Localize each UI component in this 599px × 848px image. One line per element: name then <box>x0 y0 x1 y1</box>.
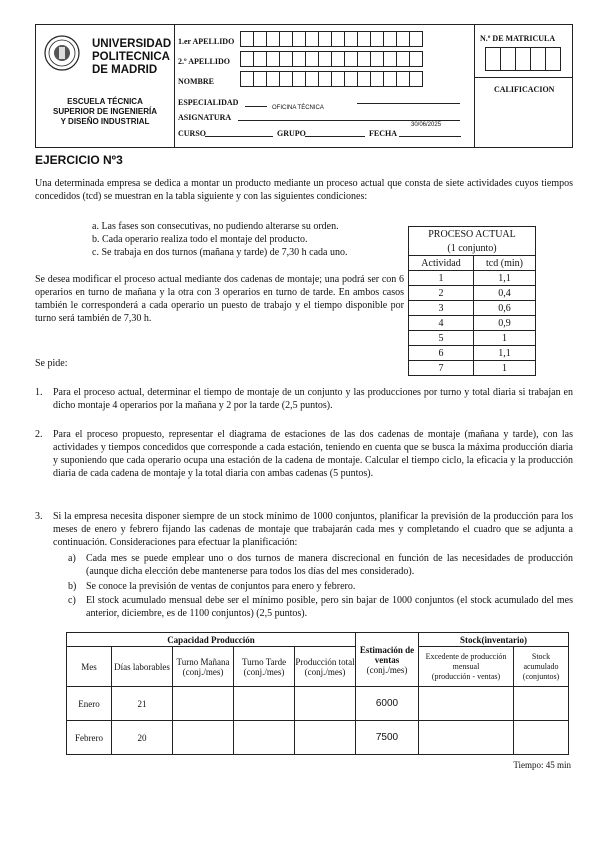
header-divider <box>474 77 572 78</box>
col-excedente-sub: (producción - ventas) <box>431 671 501 681</box>
university-line: UNIVERSIDAD <box>92 38 172 50</box>
pa-cell: 1 <box>409 271 474 286</box>
q1-number: 1. <box>35 387 43 398</box>
cell-excedente[interactable] <box>419 721 514 755</box>
matricula-boxes[interactable] <box>485 47 560 71</box>
nombre-label: NOMBRE <box>178 77 214 86</box>
pa-cell: 1,1 <box>474 271 536 286</box>
table-row <box>67 687 569 721</box>
header-divider <box>474 25 475 147</box>
calificacion-label: CALIFICACION <box>494 85 555 94</box>
cell-ventas: 6000 <box>356 687 419 721</box>
condition-item: a. Las fases son consecutivas, no pudiendo alterarse su orden. <box>92 221 339 232</box>
tiempo-label: Tiempo: 45 min <box>513 760 571 770</box>
cell-excedente[interactable] <box>419 687 514 721</box>
col-acumulado <box>514 647 569 687</box>
asignatura-label: ASIGNATURA <box>178 113 232 122</box>
cell-manana[interactable] <box>173 721 234 755</box>
cell-total[interactable] <box>295 721 356 755</box>
cell-mes: Febrero <box>67 721 112 755</box>
capacidad-header: Capacidad Producción <box>67 633 356 647</box>
cell-acumulado[interactable] <box>514 687 569 721</box>
pa-cell: 0,9 <box>474 316 536 331</box>
pa-cell: 0,6 <box>474 301 536 316</box>
col-manana-label: Turno Mañana <box>176 656 230 667</box>
q2-number: 2. <box>35 429 43 440</box>
university-line: POLITECNICA <box>92 51 170 63</box>
col-dias: Días laborables <box>112 647 173 687</box>
cell-tarde[interactable] <box>234 687 295 721</box>
fecha-label: FECHA <box>369 129 397 138</box>
apellido1-label: 1.er APELLIDO <box>178 37 235 46</box>
col-total-unit: (conj./mes) <box>304 666 346 677</box>
q3-marker-a: a) <box>68 553 76 564</box>
cell-dias: 21 <box>112 687 173 721</box>
proceso-actual-table <box>408 226 536 376</box>
pa-cell: 1 <box>474 331 536 346</box>
condition-item: b. Cada operario realiza todo el montaje del producto. <box>92 234 308 245</box>
apellido2-label: 2.º APELLIDO <box>178 57 230 66</box>
cell-total[interactable] <box>295 687 356 721</box>
table-row <box>67 721 569 755</box>
table-row <box>409 286 536 301</box>
exercise-title: EJERCICIO Nº3 <box>35 153 123 167</box>
university-line: DE MADRID <box>92 64 158 76</box>
planning-table <box>66 632 569 755</box>
q2-text: Para el proceso propuesto, representar el diagrama de estaciones de las dos cadenas de montaje (mañana y tarde), con las actividades y tiempos concedidos que corresponde a cada estación, teniendo en cuenta que se busca la máxima producción diaria y suponiendo que cada operario ocupa una estación de la cadena de montaje. Calcular el tiempo ciclo, la eficacia y la producción diaria de cada cadena de montaje y la total diaria con ambas cadenas (5 puntos). <box>53 429 573 479</box>
grupo-line[interactable] <box>305 136 365 137</box>
pa-cell: 0,4 <box>474 286 536 301</box>
pa-title: PROCESO ACTUAL <box>409 227 536 242</box>
school-line: Y DISEÑO INDUSTRIAL <box>60 117 150 126</box>
upm-seal-icon <box>44 35 80 71</box>
q3-number: 3. <box>35 511 43 522</box>
school-line: ESCUELA TÉCNICA <box>67 97 143 106</box>
q3-marker-b: b) <box>68 581 77 592</box>
col-acumulado-sub: (conjuntos) <box>522 671 560 681</box>
pa-subtitle: (1 conjunto) <box>409 241 536 256</box>
estimacion-unit: (conj./mes) <box>366 664 408 675</box>
q3-text: Si la empresa necesita disponer siempre de un stock mínimo de 1000 conjuntos, planificar la previsión de la producción para los meses de enero y febrero fijando las cadenas de montaje que trabajarán cada mes y completando el cuadro que se adjunta a continuación. Consideraciones para efectuar la planificación: <box>53 511 573 548</box>
col-excedente <box>419 647 514 687</box>
curso-line[interactable] <box>205 136 273 137</box>
q1-text: Para el proceso actual, determinar el tiempo de montaje de un conjunto y las producciones por turno y total diaria si trabajan en dicho montaje 4 operarios por la mañana y 2 por la tarde (2,5 puntos). <box>53 387 573 411</box>
table-row <box>409 271 536 286</box>
col-total-label: Producción total <box>295 656 355 667</box>
especialidad-label: ESPECIALIDAD <box>178 98 239 107</box>
pa-cell: 1,1 <box>474 346 536 361</box>
pa-col-tcd: tcd (min) <box>474 256 536 271</box>
table-row <box>409 316 536 331</box>
asignatura-value: OFICINA TÉCNICA <box>272 105 324 111</box>
col-acumulado-label: Stock acumulado <box>523 651 559 671</box>
cell-tarde[interactable] <box>234 721 295 755</box>
col-manana-unit: (conj./mes) <box>182 666 224 677</box>
intro-paragraph: Una determinada empresa se dedica a montar un producto mediante un proceso actual que consta de siete actividades cuyos tiempos concedidos (tcd) se muestran en la tabla siguiente y con las siguientes condiciones: <box>35 178 573 202</box>
q3-item-a: Cada mes se puede emplear uno o dos turnos de manera discrecional en función de las necesidades de producción (aunque dicha elección debe mantenerse para todos los días del mes considerado). <box>86 553 573 577</box>
pa-cell: 2 <box>409 286 474 301</box>
nombre-boxes[interactable] <box>240 71 422 87</box>
col-tarde-unit: (conj./mes) <box>243 666 285 677</box>
asignatura-line[interactable] <box>238 120 460 121</box>
cell-dias: 20 <box>112 721 173 755</box>
col-tarde-label: Turno Tarde <box>241 656 287 667</box>
university-name <box>92 38 171 77</box>
pa-cell: 1 <box>474 361 536 376</box>
condition-item: c. Se trabaja en dos turnos (mañana y tarde) de 7,30 h cada uno. <box>92 247 348 258</box>
header-divider <box>174 25 175 147</box>
especialidad-line[interactable] <box>245 106 267 107</box>
estimacion-label: Estimación de ventas <box>359 644 415 665</box>
conditions-list <box>92 220 402 259</box>
se-pide: Se pide: <box>35 358 68 369</box>
curso-label: CURSO <box>178 129 207 138</box>
q3-marker-c: c) <box>68 595 76 606</box>
fecha-value: 30/06/2025 <box>411 122 442 128</box>
estimacion-header <box>356 633 419 687</box>
cell-ventas: 7500 <box>356 721 419 755</box>
school-name <box>38 97 172 127</box>
stock-header: Stock(inventario) <box>419 633 569 647</box>
q3-item-b: Se conoce la previsión de ventas de conjuntos para enero y febrero. <box>86 581 356 592</box>
fecha-line[interactable] <box>399 136 461 137</box>
pa-cell: 7 <box>409 361 474 376</box>
q3-item-c: El stock acumulado mensual debe ser el mínimo posible, pero sin bajar de 1000 conjuntos (el stock acumulado del mes anterior, diciembre, es de 1100 conjuntos) (2,5 puntos). <box>86 595 573 619</box>
pa-cell: 3 <box>409 301 474 316</box>
col-excedente-label: Excedente de producción mensual <box>425 651 507 671</box>
table-row <box>409 331 536 346</box>
cell-acumulado[interactable] <box>514 721 569 755</box>
table-row <box>409 346 536 361</box>
pa-cell: 6 <box>409 346 474 361</box>
matricula-label: N.º DE MATRICULA <box>480 34 556 43</box>
col-total <box>295 647 356 687</box>
table-row <box>409 361 536 376</box>
cell-mes: Enero <box>67 687 112 721</box>
table-row <box>409 301 536 316</box>
especialidad-line-2[interactable] <box>357 103 460 104</box>
pa-cell: 5 <box>409 331 474 346</box>
apellido1-boxes[interactable] <box>240 31 422 47</box>
school-line: SUPERIOR DE INGENIERÍA <box>52 107 157 116</box>
pa-cell: 4 <box>409 316 474 331</box>
col-manana <box>173 647 234 687</box>
apellido2-boxes[interactable] <box>240 51 422 67</box>
cell-manana[interactable] <box>173 687 234 721</box>
col-tarde <box>234 647 295 687</box>
pa-col-actividad: Actividad <box>409 256 474 271</box>
grupo-label: GRUPO <box>277 129 306 138</box>
modify-paragraph: Se desea modificar el proceso actual mediante dos cadenas de montaje; una podrá ser con 6 operarios en turno de mañana y la otra con 3 operarios en turno de tarde. En ambos casos también le corresponderá a cada operario un puesto de trabajo y el tiempo disponible por turno será también de 7,30 h. <box>35 274 404 324</box>
col-mes: Mes <box>67 647 112 687</box>
